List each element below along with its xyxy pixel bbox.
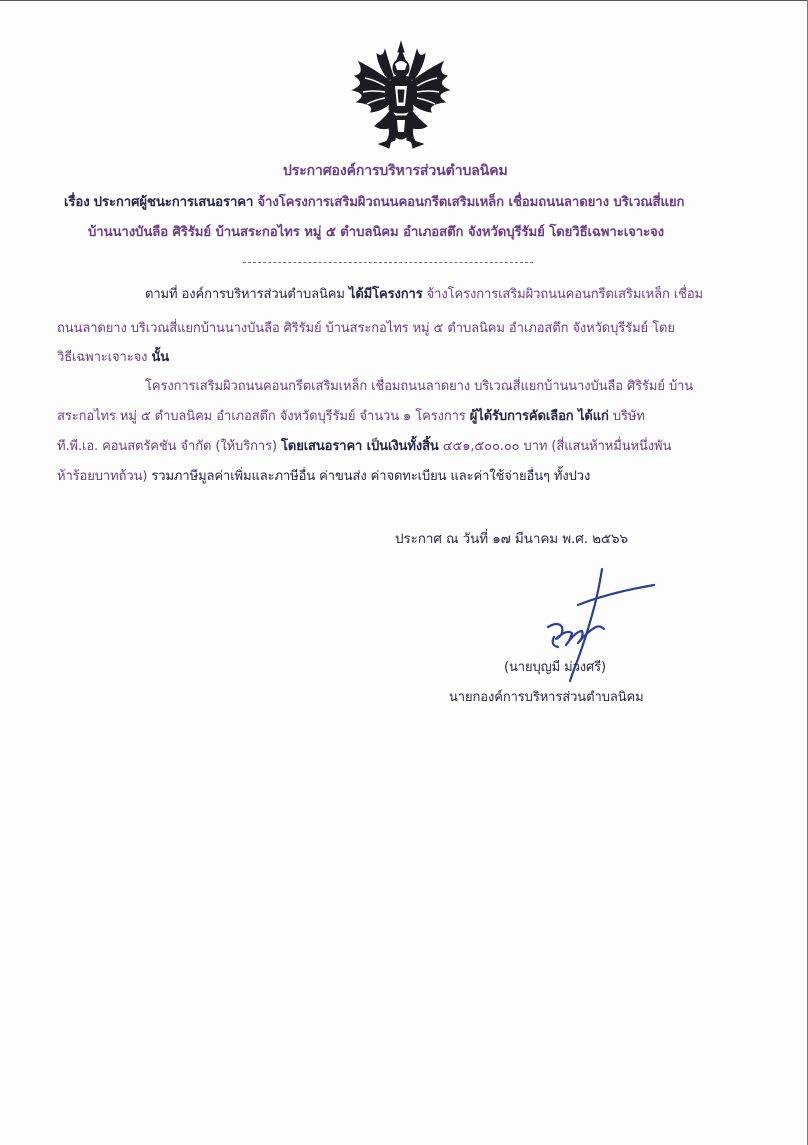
garuda-emblem-icon <box>345 40 457 152</box>
p2-text-1: โครงการเสริมผิวถนนคอนกรีตเสริมเหล็ก เชื่อมถนนลาดยาง บริเวณสี่แยกบ้านนางบันลือ ศิริรัมย์ บ้าน <box>145 379 694 394</box>
paragraph-1-line-1 <box>145 283 703 304</box>
section-divider <box>243 262 533 263</box>
p2-text-3c: ๔๕๑,๕๐๐.๐๐ บาท (สี่แสนห้าหมื่นหนึ่งพัน <box>442 439 672 454</box>
announcement-date <box>395 527 628 549</box>
p2-text-4b: รวมภาษีมูลค่าเพิ่มและภาษีอื่น ค่าขนส่ง ค่าจดทะเบียน และค่าใช้จ่ายอื่นๆ ทั้งปวง <box>151 469 591 484</box>
paragraph-1-line-3 <box>57 346 169 367</box>
p1-end: นั้น <box>151 350 170 365</box>
subject-text-2: บ้านนางบันลือ ศิริรัมย์ บ้านสระกอไทร หมู่ ๕ ตำบลนิคม อำเภอสตึก จังหวัดบุรีรัมย์ โดยวิธีเฉพาะเจาะจง <box>88 225 664 240</box>
date-text: ประกาศ ณ วันที่ ๑๗ มีนาคม พ.ศ. ๒๕๖๖ <box>395 531 628 547</box>
paragraph-2-line-1 <box>145 375 693 396</box>
signatory-position <box>449 686 644 707</box>
p1-phrase: ได้มีโครงการ <box>348 287 423 302</box>
header-text: ประกาศองค์การบริหารส่วนตำบลนิคม <box>283 163 508 179</box>
paragraph-2-line-2 <box>57 405 645 426</box>
p2-text-4a: ห้าร้อยบาทถ้วน) <box>57 469 148 484</box>
paragraph-2-line-4 <box>57 465 590 486</box>
page-edge-top <box>0 0 808 1</box>
p1-lead: ตามที่ องค์การบริหารส่วนตำบลนิคม <box>145 287 345 302</box>
p1-text-3: วิธีเฉพาะเจาะจง <box>57 350 148 365</box>
subject-line-1 <box>64 191 684 212</box>
paragraph-2-line-3 <box>57 435 671 456</box>
subject-label: เรื่อง <box>64 195 90 210</box>
subject-heading: ประกาศผู้ชนะการเสนอราคา <box>93 195 254 210</box>
subject-text-1: จ้างโครงการเสริมผิวถนนคอนกรีตเสริมเหล็ก เชื่อมถนนลาดยาง บริเวณสี่แยก <box>257 195 685 210</box>
signatory-name <box>504 656 606 677</box>
p2-text-3b: โดยเสนอราคา เป็นเงินทั้งสิ้น <box>280 439 439 454</box>
p1-text-1: จ้างโครงการเสริมผิวถนนคอนกรีตเสริมเหล็ก เชื่อม <box>426 287 704 302</box>
page-title <box>283 160 508 182</box>
p2-text-2b: ผู้ได้รับการคัดเลือก ได้แก่ <box>469 409 609 424</box>
paragraph-1-line-2 <box>57 317 675 338</box>
p2-text-2c: บริษัท <box>612 409 645 424</box>
p2-text-2a: สระกอไทร หมู่ ๕ ตำบลนิคม อำเภอสตึก จังหวัดบุรีรัมย์ จำนวน ๑ โครงการ <box>57 409 466 424</box>
signatory-name-text: (นายบุญมี ม่วงศรี) <box>504 660 607 675</box>
p2-text-3a: ที.พี.เอ. คอนสตรัคชัน จำกัด (ให้บริการ) <box>57 439 277 454</box>
signatory-position-text: นายกองค์การบริหารส่วนตำบลนิคม <box>449 690 644 705</box>
subject-line-2 <box>88 221 664 242</box>
p1-text-2: ถนนลาดยาง บริเวณสี่แยกบ้านนางบันลือ ศิริรัมย์ บ้านสระกอไทร หมู่ ๕ ตำบลนิคม อำเภอสตึก จังหวัดบุรีรัมย์ โดย <box>57 321 675 336</box>
